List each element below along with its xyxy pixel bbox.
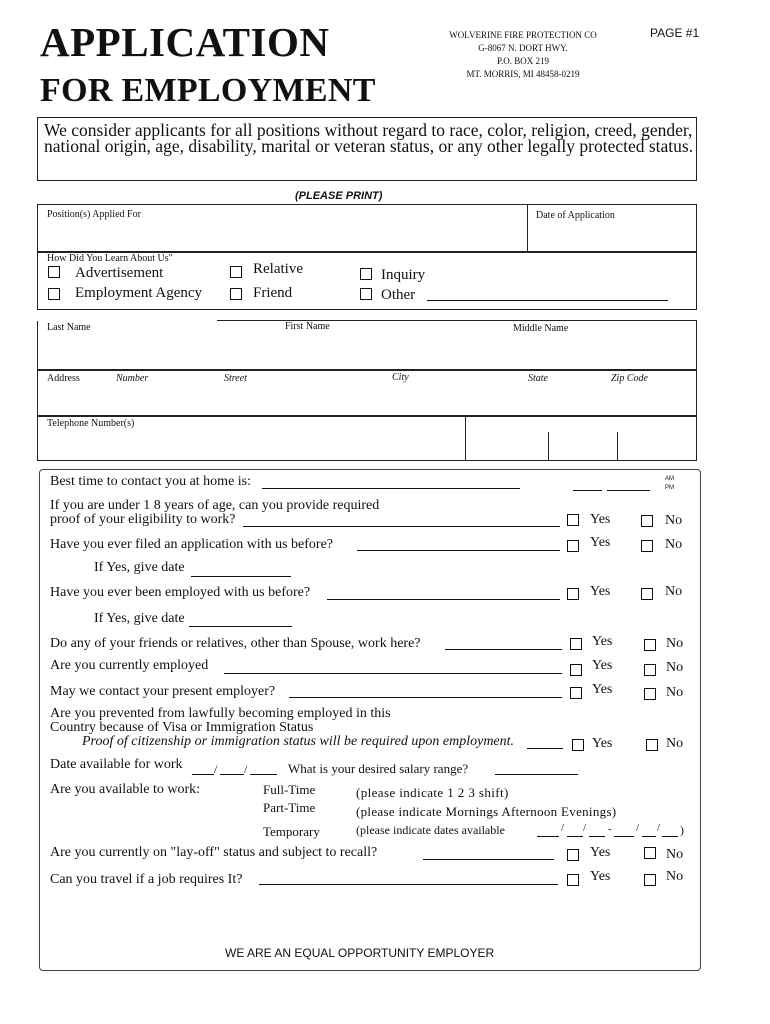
telephone-divider [465,416,466,461]
contact-employer-yes-checkbox[interactable] [570,687,582,699]
under18-yes-checkbox[interactable] [567,514,579,526]
visa-line [527,748,563,749]
temp-start-day[interactable] [567,836,583,837]
positions-applied-field[interactable] [40,222,525,250]
other-field[interactable] [427,300,668,301]
company-name: WOLVERINE FIRE PROTECTION CO [449,30,597,40]
available-to-work-label: Are you available to work: [50,782,201,797]
advertisement-checkbox[interactable] [48,266,60,278]
date-of-application-field[interactable] [530,222,694,250]
full-time-label: Full-Time [263,782,316,797]
position-divider [527,204,528,252]
employed-before-yes-label: Yes [590,584,611,599]
employed-before-no-label: No [665,584,683,599]
state-label: State [528,373,548,384]
currently-employed-no-label: No [666,660,684,675]
travel-no-label: No [666,869,684,884]
relative-label: Relative [253,261,303,277]
temp-slash-1: / [561,822,565,834]
salary-label: What is your desired salary range? [288,761,469,776]
employed-before-line [327,599,560,600]
friends-yes-label: Yes [592,634,613,649]
under18-no-checkbox[interactable] [641,515,653,527]
part-time-label: Part-Time [263,800,316,815]
other-checkbox[interactable] [360,288,372,300]
pm-label: PM [665,485,674,491]
filed-before-date-field[interactable] [191,576,291,577]
equal-opportunity-statement: We consider applicants for all positions without regard to race, color, religion, creed, gender, national origin, age, disability, marital or veteran status, or any other legally protected status. [44,120,694,156]
travel-line [259,884,558,885]
telephone-divider-2 [548,432,549,461]
temp-slash-4: / [657,822,661,834]
name-box-gap [37,320,217,321]
filed-before-no-checkbox[interactable] [641,540,653,552]
layoff-line [423,859,554,860]
currently-employed-yes-label: Yes [592,658,613,673]
temp-end-day[interactable] [642,836,656,837]
temp-close-paren: ) [680,823,684,837]
under18-question-line2: proof of your eligibility to work? [50,512,236,527]
visa-no-checkbox[interactable] [646,739,658,751]
address-label: Address [47,373,80,384]
date-of-application-label: Date of Application [536,210,615,221]
layoff-yes-checkbox[interactable] [567,849,579,861]
friends-no-label: No [666,636,684,651]
please-print-label: (PLEASE PRINT) [295,190,383,202]
filed-before-line [357,550,560,551]
date-slash-2: / [244,762,248,776]
layoff-question: Are you currently on "lay-off" status and subject to recall? [50,845,378,860]
best-time-field[interactable] [262,488,520,489]
visa-note: Proof of citizenship or immigration status will be required upon employment. [82,734,515,749]
company-city: MT. MORRIS, MI 48458-0219 [466,69,580,79]
contact-employer-no-label: No [666,685,684,700]
positions-applied-label: Position(s) Applied For [47,209,141,220]
temporary-note: (please indicate dates available [356,823,505,837]
form-title-line1: APPLICATION [40,19,330,65]
under18-yes-label: Yes [590,512,611,527]
friend-label: Friend [253,285,293,301]
inquiry-label: Inquiry [381,267,426,283]
employed-before-date-field[interactable] [189,626,292,627]
friend-checkbox[interactable] [230,288,242,300]
visa-yes-checkbox[interactable] [572,739,584,751]
date-available-day[interactable] [220,774,244,775]
currently-employed-question: Are you currently employed [50,658,209,673]
date-available-month[interactable] [192,774,214,775]
part-time-note: (please indicate Mornings Afternoon Evenings) [356,804,617,819]
temp-dash: - [608,823,612,835]
visa-question-line1: Are you prevented from lawfully becoming employed in this [50,706,391,721]
employment-agency-label: Employment Agency [75,285,203,301]
date-available-year[interactable] [250,774,277,775]
number-label: Number [116,373,149,384]
temp-start-month[interactable] [537,836,559,837]
currently-employed-no-checkbox[interactable] [644,664,656,676]
temporary-label: Temporary [263,824,320,839]
middle-name-label: Middle Name [513,323,569,334]
temp-end-year[interactable] [662,836,678,837]
layoff-no-checkbox[interactable] [644,847,656,859]
am-label: AM [665,476,674,482]
visa-yes-label: Yes [592,736,613,751]
telephone-divider-3 [617,432,618,461]
company-address [433,29,613,81]
address-field[interactable] [40,386,694,414]
street-label: Street [224,373,247,384]
company-pobox: P.O. BOX 219 [496,56,549,66]
last-name-label: Last Name [47,322,91,333]
filed-before-no-label: No [665,537,683,552]
city-label: City [392,372,409,383]
equal-opportunity-footer: WE ARE AN EQUAL OPPORTUNITY EMPLOYER [225,946,495,960]
travel-question: Can you travel if a job requires It? [50,872,243,887]
friends-question: Do any of your friends or relatives, other than Spouse, work here? [50,636,421,651]
best-time-hour-field[interactable] [573,490,602,491]
company-street: G-8067 N. DORT HWY. [478,43,568,53]
filed-before-yes-label: Yes [590,535,611,550]
temp-slash-3: / [636,822,640,834]
temp-start-year[interactable] [589,836,605,837]
full-time-note: (please indicate 1 2 3 shift) [356,785,509,800]
friends-yes-checkbox[interactable] [570,638,582,650]
visa-no-label: No [666,736,684,751]
employed-before-no-checkbox[interactable] [641,588,653,600]
date-available-label: Date available for work [50,757,183,772]
under18-question-line1: If you are under 1 8 years of age, can you provide required [50,498,380,513]
best-time-minute-field[interactable] [607,490,650,491]
temp-end-month[interactable] [614,836,634,837]
contact-employer-yes-label: Yes [592,682,613,697]
advertisement-label: Advertisement [75,265,164,281]
inquiry-checkbox[interactable] [360,268,372,280]
layoff-yes-label: Yes [590,845,611,860]
date-slash-1: / [214,762,218,776]
other-label: Other [381,287,416,303]
salary-field[interactable] [495,774,578,775]
visa-question-line2: Country because of Visa or Immigration Status [50,720,314,735]
under18-line [243,526,560,527]
contact-employer-question: May we contact your present employer? [50,684,276,699]
employed-before-question: Have you ever been employed with us before? [50,585,311,600]
name-field[interactable] [40,336,694,368]
best-time-label: Best time to contact you at home is: [50,474,252,489]
employment-agency-checkbox[interactable] [48,288,60,300]
currently-employed-line [224,673,562,674]
filed-before-yes-checkbox[interactable] [567,540,579,552]
form-title-line2: FOR EMPLOYMENT [40,72,376,109]
telephone-field[interactable] [40,432,462,459]
employed-before-yes-checkbox[interactable] [567,588,579,600]
travel-no-checkbox[interactable] [644,874,656,886]
travel-yes-label: Yes [590,869,611,884]
learn-label: How Did You Learn About Us" [47,253,173,264]
filed-before-date-label: If Yes, give date [94,560,185,575]
employed-before-date-label: If Yes, give date [94,611,185,626]
under18-no-label: No [665,513,683,528]
temp-slash-2: / [583,822,587,834]
contact-employer-line [289,697,562,698]
travel-yes-checkbox[interactable] [567,874,579,886]
contact-employer-no-checkbox[interactable] [644,688,656,700]
page-number: PAGE #1 [650,26,700,40]
layoff-no-label: No [666,847,684,862]
first-name-label: First Name [285,321,330,332]
friends-field[interactable] [445,649,562,650]
zip-code-label: Zip Code [611,373,648,384]
filed-before-question: Have you ever filed an application with us before? [50,537,334,552]
telephone-label: Telephone Number(s) [47,418,135,429]
friends-no-checkbox[interactable] [644,639,656,651]
relative-checkbox[interactable] [230,266,242,278]
currently-employed-yes-checkbox[interactable] [570,664,582,676]
